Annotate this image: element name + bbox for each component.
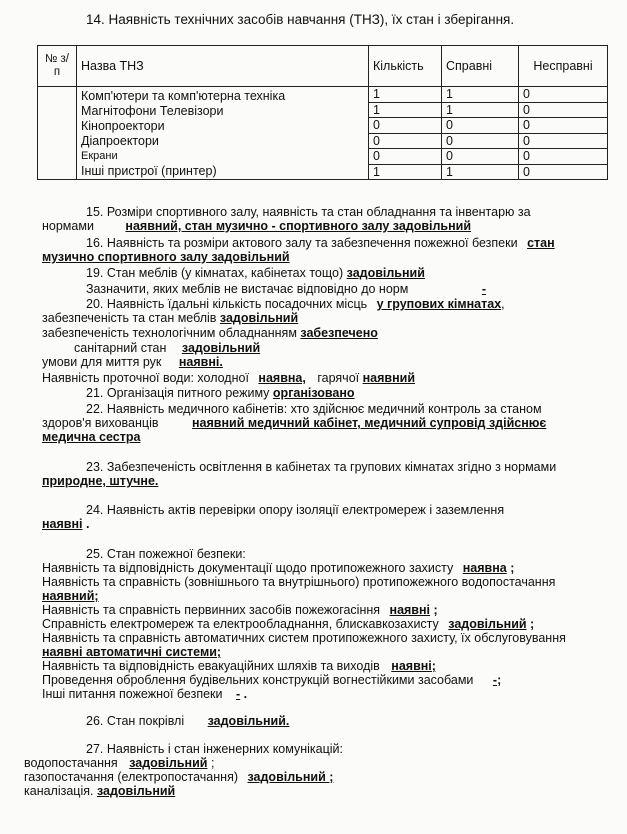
broken-cell: 0	[519, 102, 608, 118]
section-20-line6	[42, 371, 415, 385]
section-27-answer1: задовільний	[129, 756, 208, 770]
item-name: Інші пристрої (принтер)	[81, 164, 217, 178]
section-20-text5: умови для миття рук	[42, 355, 162, 369]
working-cell: 0	[442, 133, 519, 149]
section-25-label7: Проведення оброблення будівельних конструкцій вогнестійкими засобами	[42, 673, 474, 687]
section-20-line4	[74, 341, 260, 355]
section-20-text4: санітарний стан	[74, 341, 167, 355]
section-25-answer8: -	[236, 687, 241, 701]
section-21-answer: організовано	[272, 386, 355, 400]
section-24-line2: наявні .	[42, 517, 90, 531]
working-cell: 0	[442, 118, 519, 134]
section-16-text: 16. Наявність та розміри актового залу та забезпечення пожежної безпеки	[86, 236, 518, 250]
section-25-answer7: -	[492, 673, 498, 687]
section-19-answer: задовільний	[346, 266, 425, 280]
section-20-answer7: наявний	[362, 371, 416, 385]
section-24-text: 24. Наявність актів перевірки опору ізоляції електромереж і заземлення	[86, 503, 505, 517]
section-27-row2	[24, 770, 333, 784]
section-25-label6: Наявність та відповідність евакуаційних шляхів та виходів	[42, 659, 380, 673]
section-15-label: нормами	[42, 219, 94, 233]
section-22-answer: наявний медичний кабінет, медичний супровід здійснює	[191, 416, 547, 430]
quantity-cell: 1	[369, 87, 442, 103]
section-26-line	[86, 714, 289, 728]
section-20-line5	[42, 355, 223, 369]
section-20-text6: Наявність проточної води: холодної	[42, 371, 249, 385]
section-14-heading: 14. Наявність технічних засобів навчання (ТНЗ), їх стан і зберігання.	[86, 12, 515, 27]
section-20-answer5: наявні.	[178, 355, 223, 369]
section-19-text2: Зазначити, яких меблів не вистачає відповідно до норм	[86, 282, 409, 296]
section-25-answer6: наявні;	[391, 659, 436, 673]
section-20-line3	[42, 326, 378, 340]
section-25-answer1: наявна	[462, 561, 507, 575]
section-15-line2	[42, 219, 471, 233]
section-22-answer2: медична сестра	[42, 430, 141, 444]
section-27-answer3: задовільний	[96, 784, 176, 798]
section-24-answer: наявні	[42, 517, 83, 531]
item-name: Діапроектори	[81, 134, 159, 148]
section-22-line2	[42, 416, 546, 430]
section-25-row8: Інші питання пожежної безпеки - .	[42, 687, 248, 701]
quantity-cell: 1	[369, 102, 442, 118]
broken-cell: 0	[519, 133, 608, 149]
section-23-text: 23. Забезпеченість освітлення в кабінетах та групових кімнатах згідно з нормами	[86, 460, 557, 474]
col-header-name: Назва ТНЗ	[77, 46, 369, 87]
section-25-answer4: задовільний	[448, 617, 527, 631]
section-25-row3: Наявність та справність первинних засобів пожежогасіння наявні ;	[42, 603, 438, 617]
col-header-number: № з/п	[38, 46, 77, 87]
section-25-label1: Наявність та відповідність документації щодо протипожежного захисту	[42, 561, 454, 575]
table-header-row	[38, 46, 608, 87]
section-25-row7: Проведення оброблення будівельних конструкцій вогнестійкими засобами -;	[42, 673, 502, 687]
item-name: Комп'ютери та комп'ютерна техніка	[81, 89, 286, 103]
section-27-label1: водопостачання	[24, 756, 118, 770]
section-20-answer6: наявна,	[258, 371, 306, 385]
item-name: Екрани	[81, 150, 118, 162]
broken-cell: 0	[519, 118, 608, 134]
section-25-label5: Наявність та справність автоматичних систем протипожежного захисту, їх обслуговування	[42, 631, 566, 645]
section-25-label8: Інші питання пожежної безпеки	[42, 687, 223, 701]
col-header-quantity: Кількість	[369, 46, 442, 87]
section-25-answer3: наявні	[389, 603, 431, 617]
section-16-answer-a: стан	[527, 236, 555, 250]
section-20-text: 20. Наявність їдальні кількість посадочних місць	[86, 297, 368, 311]
quantity-cell: 1	[369, 164, 442, 180]
section-19-answer2: -	[481, 282, 486, 296]
section-16-line1	[86, 236, 555, 250]
section-25-row1: Наявність та відповідність документації щодо протипожежного захисту наявна ;	[42, 561, 515, 575]
working-cell: 1	[442, 164, 519, 180]
section-20-answer4: задовільний	[181, 341, 261, 355]
item-name: Кінопроектори	[81, 119, 165, 133]
section-25-label2: Наявність та справність (зовнішнього та внутрішнього) протипожежного водопостачання	[42, 575, 556, 589]
section-19-line1	[86, 266, 425, 280]
section-27-row3	[24, 784, 175, 798]
broken-cell: 0	[519, 149, 608, 165]
section-15-answer: наявний, стан музично - спортивного залу задовільний	[125, 219, 472, 233]
section-20-text7: гарячої	[317, 371, 360, 385]
section-21-line	[86, 386, 355, 400]
quantity-cell: 0	[369, 149, 442, 165]
section-23-answer: природне, штучне.	[42, 474, 159, 488]
section-20-answer3: забезпечено	[300, 326, 378, 340]
section-20-text3: забезпеченість технологічним обладнанням	[42, 326, 297, 340]
section-26-text: 26. Стан покрівлі	[86, 714, 185, 728]
working-cell: 1	[442, 87, 519, 103]
section-25-label4: Справність електромереж та електрообладнання, блискавкозахисту	[42, 617, 439, 631]
col-header-working: Справні	[442, 46, 519, 87]
section-27-label2: газопостачання (електропостачання)	[24, 770, 239, 784]
section-27-label3: каналізація.	[24, 784, 94, 798]
section-27-title: 27. Наявність і стан інженерних комунікацій:	[86, 742, 344, 756]
tnz-table	[37, 45, 608, 180]
quantity-cell: 0	[369, 133, 442, 149]
section-15-text: 15. Розміри спортивного залу, наявність та стан обладнання та інвентарю за	[86, 205, 531, 219]
section-25-answer5: наявні автоматичні системи;	[42, 645, 222, 659]
section-27-row1: водопостачання задовільний ;	[24, 756, 215, 770]
table-row	[38, 87, 608, 103]
broken-cell: 0	[519, 164, 608, 180]
section-22-text: 22. Наявність медичного кабінетів: хто здійснює медичний контроль за станом	[86, 402, 542, 416]
section-16-answer-b: музично спортивного залу задовільний	[42, 250, 290, 264]
section-25-row4: Справність електромереж та електрообладнання, блискавкозахисту задовільний ;	[42, 617, 535, 631]
section-26-answer: задовільний.	[207, 714, 290, 728]
item-name: Магнітофони Телевізори	[81, 104, 224, 118]
working-cell: 1	[442, 102, 519, 118]
section-20-answer: у групових кімнатах	[376, 297, 502, 311]
section-25-row6	[42, 659, 436, 673]
section-22-text2: здоров'я вихованців	[42, 416, 159, 430]
section-19-line2	[86, 282, 486, 296]
broken-cell: 0	[519, 87, 608, 103]
quantity-cell: 0	[369, 118, 442, 134]
working-cell: 0	[442, 149, 519, 165]
section-27-answer2: задовільний ;	[247, 770, 334, 784]
section-20-text2: забезпеченість та стан меблів	[42, 311, 217, 325]
section-25-label3: Наявність та справність первинних засобів пожежогасіння	[42, 603, 381, 617]
items-cell	[77, 87, 369, 180]
section-25-answer2: наявний;	[42, 589, 99, 603]
section-20-answer2: задовільний	[219, 311, 299, 325]
section-20-line1: 20. Наявність їдальні кількість посадочних місць у групових кімнатах,	[86, 297, 505, 311]
section-19-text: 19. Стан меблів (у кімнатах, кабінетах тощо)	[86, 266, 344, 280]
col-header-broken: Несправні	[519, 46, 608, 87]
section-25-title: 25. Стан пожежної безпеки:	[86, 547, 246, 561]
section-21-text: 21. Організація питного режиму	[86, 386, 270, 400]
section-20-line2	[42, 311, 298, 325]
